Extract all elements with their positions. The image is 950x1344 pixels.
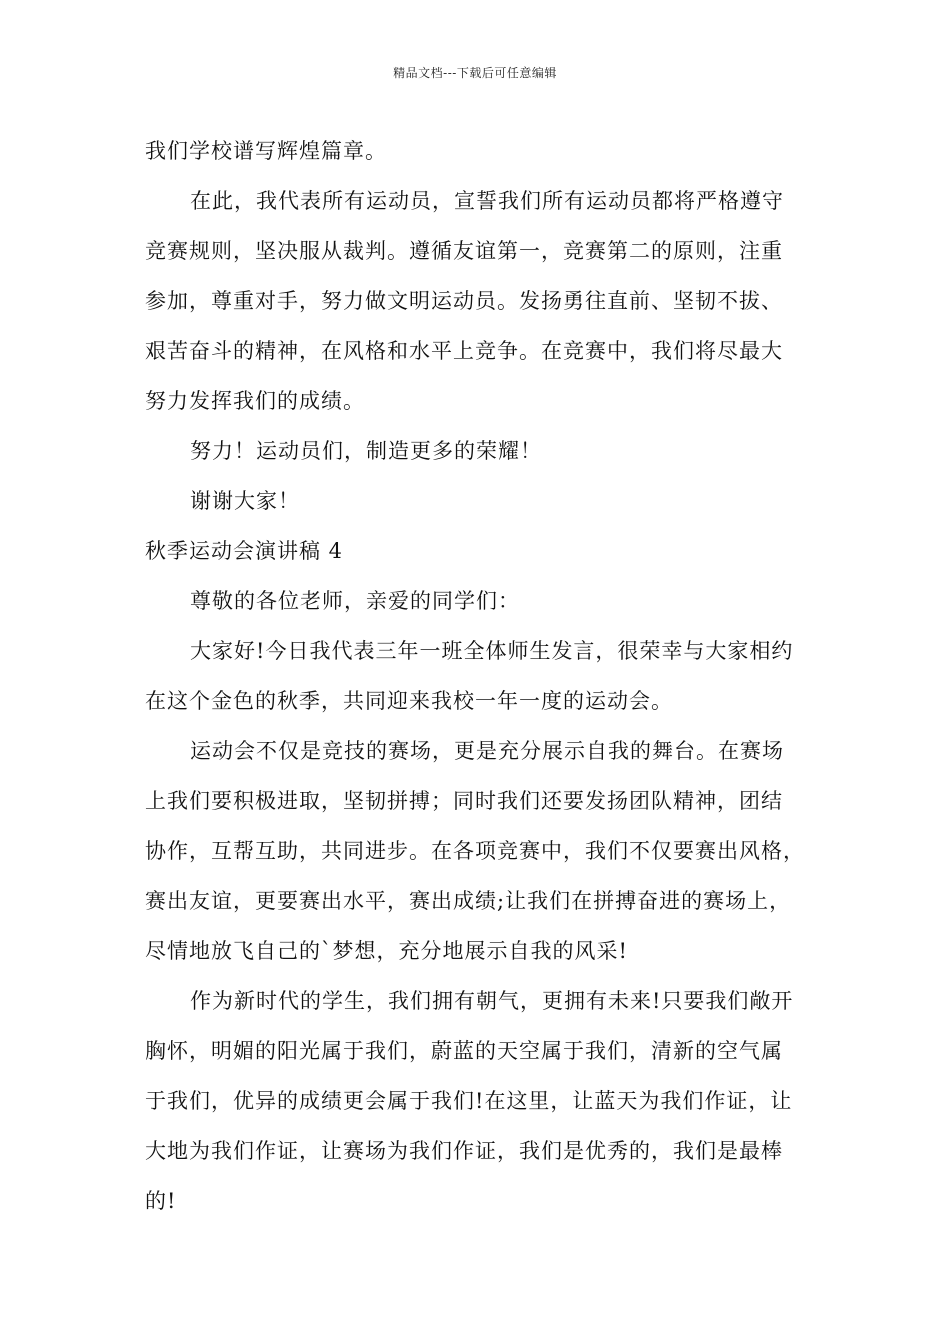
text-line: 大地为我们作证，让赛场为我们作证，我们是优秀的，我们是最棒 [145, 1139, 783, 1163]
section-title: 秋季运动会演讲稿 4 [145, 539, 344, 563]
document-body [145, 126, 815, 1226]
text-line: 赛出友谊，更要赛出水平，赛出成绩;让我们在拼搏奋进的赛场上， [145, 889, 792, 913]
paragraph-oath: 在此，我代表所有运动员，宣誓我们所有运动员都将严格遵守 [190, 189, 784, 213]
paragraph-stage: 运动会不仅是竞技的赛场，更是充分展示自我的舞台。在赛场 [190, 739, 784, 763]
text-line: 的! [145, 1189, 177, 1213]
text-line: 于我们，优异的成绩更会属于我们!在这里，让蓝天为我们作证，让 [145, 1089, 793, 1113]
text-line: 尽情地放飞自己的`梦想，充分地展示自我的风采! [145, 939, 628, 963]
text-line: 努力发挥我们的成绩。 [145, 389, 365, 413]
text-line: 我们学校谱写辉煌篇章。 [145, 139, 387, 163]
paragraph-cheer: 努力！运动员们，制造更多的荣耀！ [190, 439, 542, 463]
salutation: 尊敬的各位老师，亲爱的同学们： [190, 589, 520, 613]
paragraph-future: 作为新时代的学生，我们拥有朝气，更拥有未来!只要我们敞开 [190, 989, 794, 1013]
text-line: 艰苦奋斗的精神，在风格和水平上竞争。在竞赛中，我们将尽最大 [145, 339, 783, 363]
paragraph-greeting: 大家好!今日我代表三年一班全体师生发言，很荣幸与大家相约 [190, 639, 794, 663]
text-line: 在这个金色的秋季，共同迎来我校一年一度的运动会。 [145, 689, 673, 713]
paragraph-thanks: 谢谢大家！ [190, 489, 300, 513]
page-header: 精品文档---下载后可任意编辑 [393, 66, 557, 80]
text-line: 上我们要积极进取，坚韧拼搏；同时我们还要发扬团队精神，团结 [145, 789, 783, 813]
text-line: 协作，互帮互助，共同进步。在各项竞赛中，我们不仅要赛出风格， [145, 839, 805, 863]
text-line: 竞赛规则，坚决服从裁判。遵循友谊第一，竞赛第二的原则，注重 [145, 239, 783, 263]
text-line: 胸怀，明媚的阳光属于我们，蔚蓝的天空属于我们，清新的空气属 [145, 1039, 783, 1063]
text-line: 参加，尊重对手，努力做文明运动员。发扬勇往直前、坚韧不拔、 [145, 289, 783, 313]
